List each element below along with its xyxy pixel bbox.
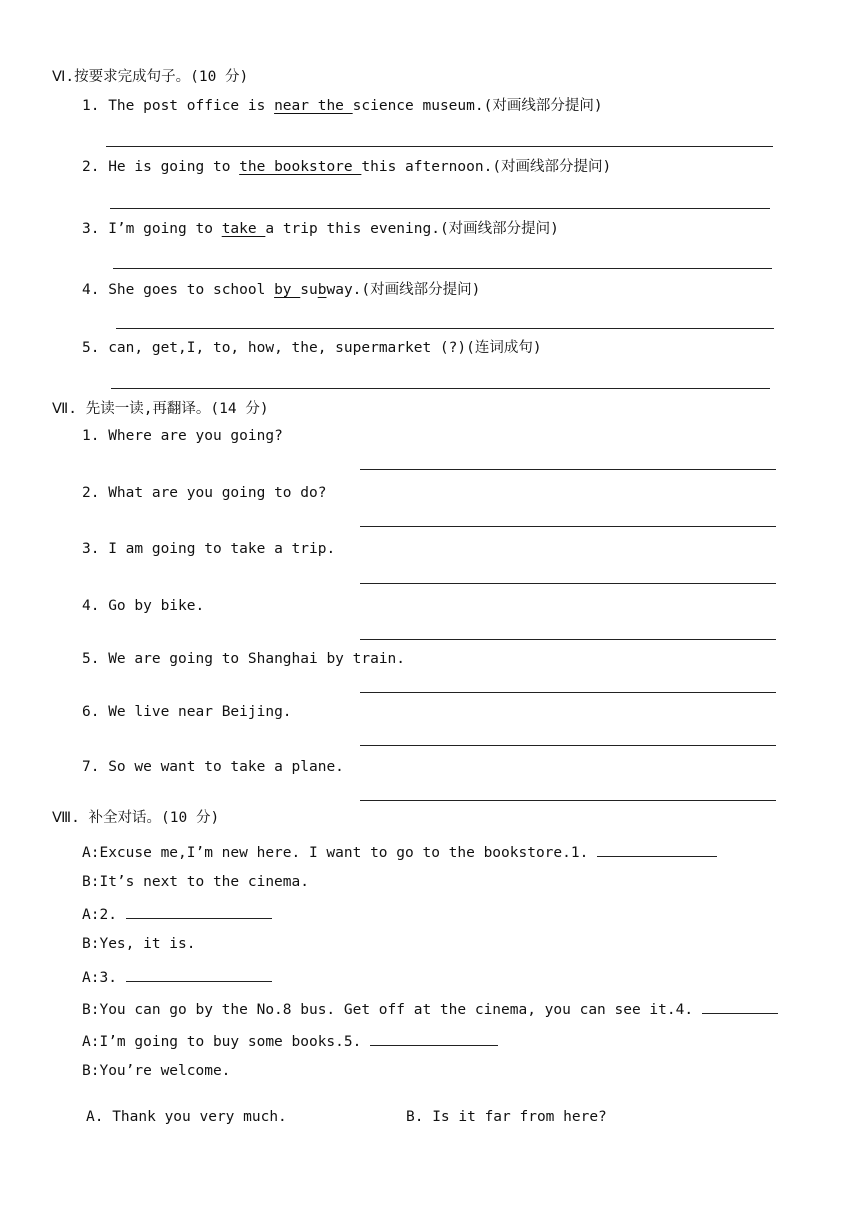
dialogue-text: A:3. bbox=[82, 970, 126, 986]
question-number: 1. bbox=[82, 98, 100, 114]
dialogue-text: A:2. bbox=[82, 907, 126, 923]
underlined-part: by bbox=[274, 282, 301, 298]
question-6-1 bbox=[82, 97, 603, 115]
question-6-5 bbox=[82, 339, 542, 357]
underlined-part: the bookstore bbox=[239, 159, 362, 175]
question-text: She goes to school bbox=[108, 282, 275, 298]
question-text: this afternoon.(对画线部分提问) bbox=[361, 159, 612, 175]
option-b: B. Is it far from here? bbox=[406, 1109, 607, 1125]
blank-field[interactable] bbox=[370, 1031, 498, 1046]
question-text: The post office is bbox=[108, 98, 275, 114]
question-number: 4. bbox=[82, 282, 100, 298]
dialogue-line bbox=[82, 967, 272, 987]
question-number: 7. bbox=[82, 759, 100, 775]
question-number: 5. bbox=[82, 651, 100, 667]
question-text: science museum.(对画线部分提问) bbox=[352, 98, 603, 114]
blank-field[interactable] bbox=[597, 842, 717, 857]
dialogue-line bbox=[82, 999, 778, 1019]
question-number: 3. bbox=[82, 541, 100, 557]
question-number: 6. bbox=[82, 704, 100, 720]
answer-line[interactable] bbox=[360, 639, 776, 640]
dialogue-text: A:I’m going to buy some books.5. bbox=[82, 1034, 371, 1050]
section-7-heading: Ⅶ. 先读一读,再翻译。(14 分) bbox=[52, 401, 269, 417]
question-text: Go by bike. bbox=[108, 598, 205, 614]
question-6-3 bbox=[82, 220, 559, 238]
answer-line[interactable] bbox=[116, 328, 774, 329]
question-number: 1. bbox=[82, 428, 100, 444]
question-text: We are going to Shanghai by train. bbox=[108, 651, 406, 667]
dialogue-text: A:Excuse me,I’m new here. I want to go to the bookstore.1. bbox=[82, 845, 598, 861]
dialogue-line: B:Yes, it is. bbox=[82, 936, 196, 952]
translate-item bbox=[82, 703, 292, 721]
answer-line[interactable] bbox=[360, 800, 776, 801]
question-number: 2. bbox=[82, 159, 100, 175]
dialogue-line bbox=[82, 842, 717, 862]
question-6-4 bbox=[82, 281, 480, 299]
answer-line[interactable] bbox=[360, 469, 776, 470]
answer-line[interactable] bbox=[360, 526, 776, 527]
dialogue-line bbox=[82, 1031, 498, 1051]
question-text: I’m going to bbox=[108, 221, 222, 237]
dialogue-text: B:You can go by the No.8 bus. Get off at the cinema, you can see it.4. bbox=[82, 1002, 702, 1018]
question-text: We live near Beijing. bbox=[108, 704, 292, 720]
question-number: 2. bbox=[82, 485, 100, 501]
section-8-heading: Ⅷ. 补全对话。(10 分) bbox=[52, 810, 220, 826]
answer-line[interactable] bbox=[106, 146, 773, 147]
dialogue-line: B:It’s next to the cinema. bbox=[82, 874, 309, 890]
question-text: Where are you going? bbox=[108, 428, 283, 444]
answer-line[interactable] bbox=[110, 208, 770, 209]
blank-field[interactable] bbox=[126, 904, 272, 919]
translate-item bbox=[82, 484, 326, 502]
answer-line[interactable] bbox=[111, 388, 770, 389]
translate-item bbox=[82, 650, 405, 668]
question-text: can, get,I, to, how, the, supermarket (?)(连词成句) bbox=[108, 340, 542, 356]
question-number: 3. bbox=[82, 221, 100, 237]
answer-line[interactable] bbox=[113, 268, 772, 269]
dialogue-line bbox=[82, 904, 272, 924]
question-text: I am going to take a trip. bbox=[108, 541, 336, 557]
question-text: a trip this evening.(对画线部分提问) bbox=[265, 221, 559, 237]
question-text: su bbox=[300, 282, 318, 298]
underlined-part: near the bbox=[274, 98, 353, 114]
translate-item bbox=[82, 758, 344, 776]
question-number: 5. bbox=[82, 340, 100, 356]
blank-field[interactable] bbox=[702, 999, 778, 1014]
question-text: way.(对画线部分提问) bbox=[326, 282, 481, 298]
question-text: What are you going to do? bbox=[108, 485, 327, 501]
blank-field[interactable] bbox=[126, 967, 272, 982]
section-6-heading: Ⅵ.按要求完成句子。(10 分) bbox=[52, 69, 249, 85]
question-text: So we want to take a plane. bbox=[108, 759, 344, 775]
translate-item bbox=[82, 540, 335, 558]
option-a: A. Thank you very much. bbox=[86, 1109, 287, 1125]
translate-item bbox=[82, 427, 283, 445]
question-number: 4. bbox=[82, 598, 100, 614]
translate-item bbox=[82, 597, 204, 615]
question-text: He is going to bbox=[108, 159, 240, 175]
underlined-part: b bbox=[317, 282, 327, 298]
answer-line[interactable] bbox=[360, 745, 776, 746]
answer-line[interactable] bbox=[360, 583, 776, 584]
underlined-part: take bbox=[221, 221, 266, 237]
dialogue-line: B:You’re welcome. bbox=[82, 1063, 231, 1079]
question-6-2 bbox=[82, 158, 611, 176]
answer-line[interactable] bbox=[360, 692, 776, 693]
